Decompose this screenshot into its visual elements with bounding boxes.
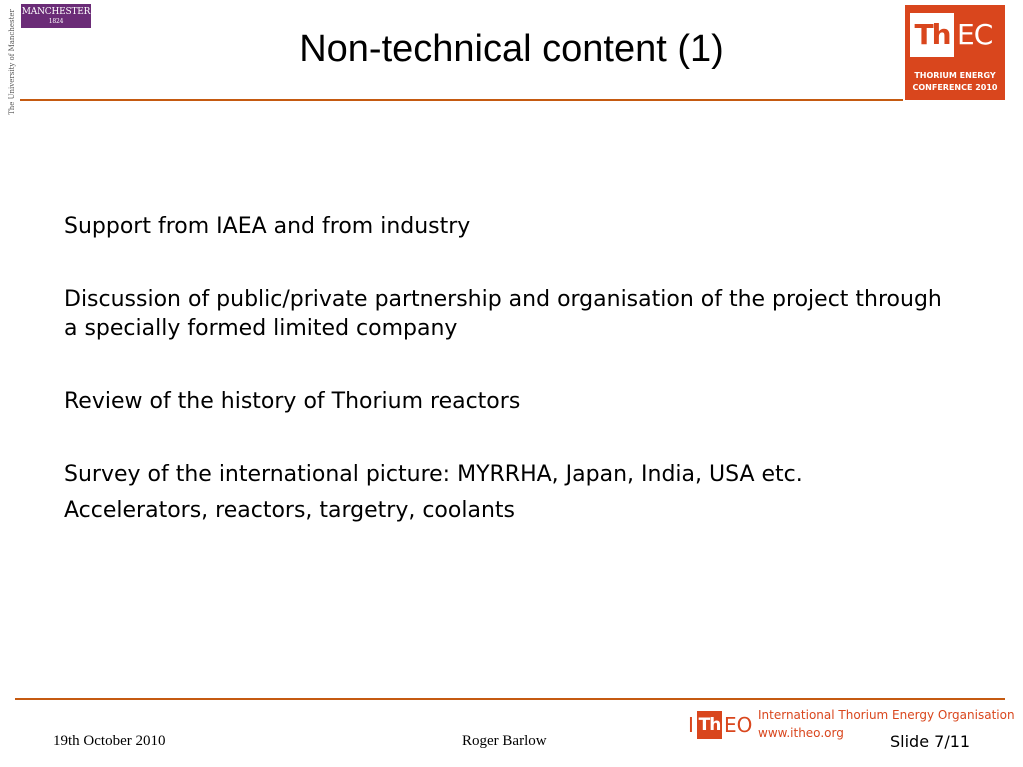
itheo-logo-th: Th <box>697 711 722 739</box>
bullet-item: Review of the history of Thorium reactors <box>64 389 521 414</box>
slide-content <box>64 212 944 569</box>
bottom-divider <box>15 698 1005 700</box>
bullet-item: Accelerators, reactors, targetry, coolants <box>64 498 515 523</box>
thec-logo-line1: THORIUM ENERGY <box>914 71 996 80</box>
thec-logo-th: Th <box>910 13 954 57</box>
slide-title: Non-technical content (1) <box>299 28 724 70</box>
thec-logo-line2: CONFERENCE 2010 <box>912 83 998 92</box>
thec-logo-ec: EC <box>957 18 993 51</box>
thec-logo <box>905 5 1005 100</box>
manchester-logo-year: 1824 <box>48 18 64 25</box>
itheo-org-name: International Thorium Energy Organisation <box>758 708 1015 722</box>
university-vertical-text: The University of Manchester <box>8 9 16 115</box>
itheo-logo-i: I <box>688 713 694 737</box>
footer-author: Roger Barlow <box>462 733 547 749</box>
university-vertical-label <box>2 9 22 115</box>
top-divider <box>20 99 903 101</box>
itheo-url: www.itheo.org <box>758 726 844 740</box>
bullet-item: Support from IAEA and from industry <box>64 214 471 239</box>
bullet-item: Survey of the international picture: MYRRHA, Japan, India, USA etc. <box>64 462 803 487</box>
bullet-item: Discussion of public/private partnership and organisation of the project through a specially formed limited company <box>64 287 942 341</box>
manchester-logo <box>21 4 91 28</box>
manchester-logo-text: MANCHESTER <box>21 7 91 17</box>
footer-date: 19th October 2010 <box>53 733 166 749</box>
slide-number: Slide 7/11 <box>890 732 971 751</box>
itheo-logo-eo: EO <box>724 713 753 737</box>
